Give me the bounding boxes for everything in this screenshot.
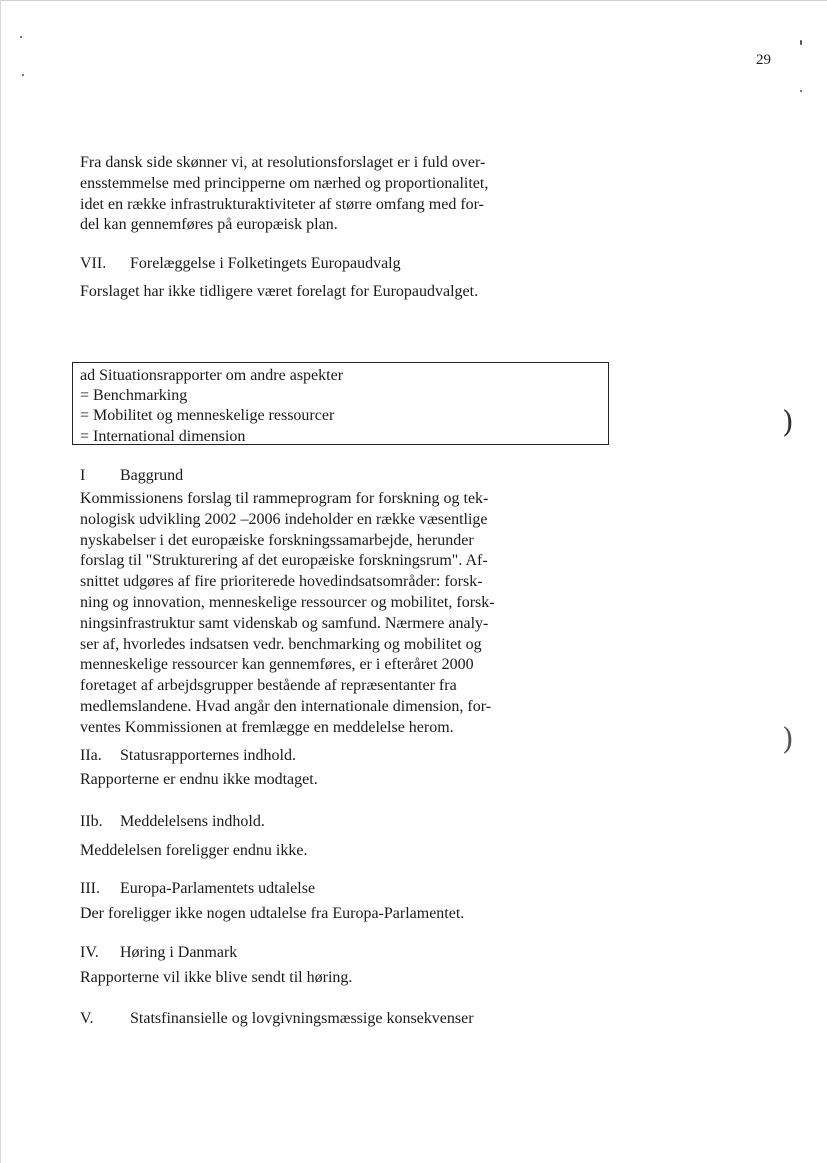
section-title: Europa-Parlamentets udtalelse [120, 880, 316, 897]
section-title: Forelæggelse i Folketingets Europaudvalg [130, 255, 401, 272]
box-line: = Mobilitet og menneskelige ressourcer [80, 407, 335, 425]
section-i-heading [80, 467, 183, 485]
section-title: Meddelelsens indhold. [120, 813, 265, 830]
text-line: medlemslandene. Hvad angår den internationale dimension, for- [80, 697, 492, 715]
text-line: ningsinfrastruktur samt videnskab og samfund. Nærmere analy- [80, 614, 489, 632]
section-number: IIa. [80, 747, 102, 764]
section-iv-heading [80, 944, 237, 962]
scan-speck [800, 40, 802, 45]
text-line: menneskelige ressourcer kan gennemføres, er i efteråret 2000 [80, 656, 474, 674]
text-line: foretaget af arbejdsgrupper bestående af repræsentanter fra [80, 677, 457, 695]
box-line: ad Situationsrapporter om andre aspekter [80, 367, 344, 384]
punch-hole-mark: ) [782, 722, 794, 757]
box-line: = Benchmarking [80, 387, 188, 405]
text-line: ser af, hvorledes indsatsen vedr. benchmarking og mobilitet og [80, 635, 482, 653]
section-number: III. [80, 880, 100, 897]
text-line: snittet udgøres af fire prioriterede hovedindsatsområder: forsk- [80, 573, 483, 591]
box-line: = International dimension [80, 427, 246, 445]
text-line: Kommissionens forslag til rammeprogram for forskning og tek- [80, 490, 489, 507]
text-line: idet en række infrastrukturaktiviteter af større omfang med for- [80, 195, 484, 213]
section-number: I [80, 467, 86, 484]
section-number: IIb. [80, 813, 103, 830]
page-number: 29 [756, 52, 771, 68]
section-number: V. [80, 1010, 94, 1027]
section-iia-heading [80, 747, 296, 765]
section-iii-heading [80, 880, 315, 898]
section-number: IV. [80, 944, 99, 961]
text-line: ning og innovation, menneskelige ressourcer og mobilitet, forsk- [80, 593, 495, 611]
section-title: Statsfinansielle og lovgivningsmæssige konsekvenser [130, 1010, 474, 1027]
section-title: Statusrapporternes indhold. [120, 747, 296, 764]
section-iib-text: Meddelelsen foreligger endnu ikke. [80, 842, 308, 859]
text-line: ventes Kommissionen at fremlægge en meddelelse herom. [80, 718, 454, 736]
scan-speck [20, 36, 22, 38]
text-line: ensstemmelse med principperne om nærhed og proportionalitet, [80, 174, 489, 192]
section-title: Baggrund [120, 467, 184, 484]
scan-speck [22, 74, 24, 76]
section-iii-text: Der foreligger ikke nogen udtalelse fra Europa-Parlamentet. [80, 905, 465, 922]
scan-speck [800, 90, 802, 92]
section-iia-text: Rapporterne er endnu ikke modtaget. [80, 771, 318, 788]
punch-hole-mark: ) [782, 405, 794, 440]
page-top-edge [0, 0, 827, 1]
section-number: VII. [80, 255, 107, 272]
section-v-heading [80, 1010, 474, 1028]
section-vii-heading [80, 255, 401, 273]
section-i-paragraph [80, 489, 495, 739]
intro-paragraph [80, 153, 488, 236]
text-line: Fra dansk side skønner vi, at resolutionsforslaget er i fuld over- [80, 154, 486, 171]
section-vii-text: Forslaget har ikke tidligere været forelagt for Europaudvalget. [80, 283, 479, 300]
text-line: forslag til "Strukturering af det europæiske forskningsrum". Af- [80, 552, 488, 570]
section-iib-heading [80, 813, 265, 831]
text-line: nyskabelser i det europæiske forskningssamarbejde, herunder [80, 531, 474, 549]
agenda-box [72, 362, 609, 445]
section-title: Høring i Danmark [120, 944, 238, 961]
text-line: nologisk udvikling 2002 –2006 indeholder en række væsentlige [80, 510, 488, 528]
page-left-edge [0, 0, 1, 1163]
text-line: del kan gennemføres på europæisk plan. [80, 216, 338, 234]
section-iv-text: Rapporterne vil ikke blive sendt til høring. [80, 969, 353, 986]
